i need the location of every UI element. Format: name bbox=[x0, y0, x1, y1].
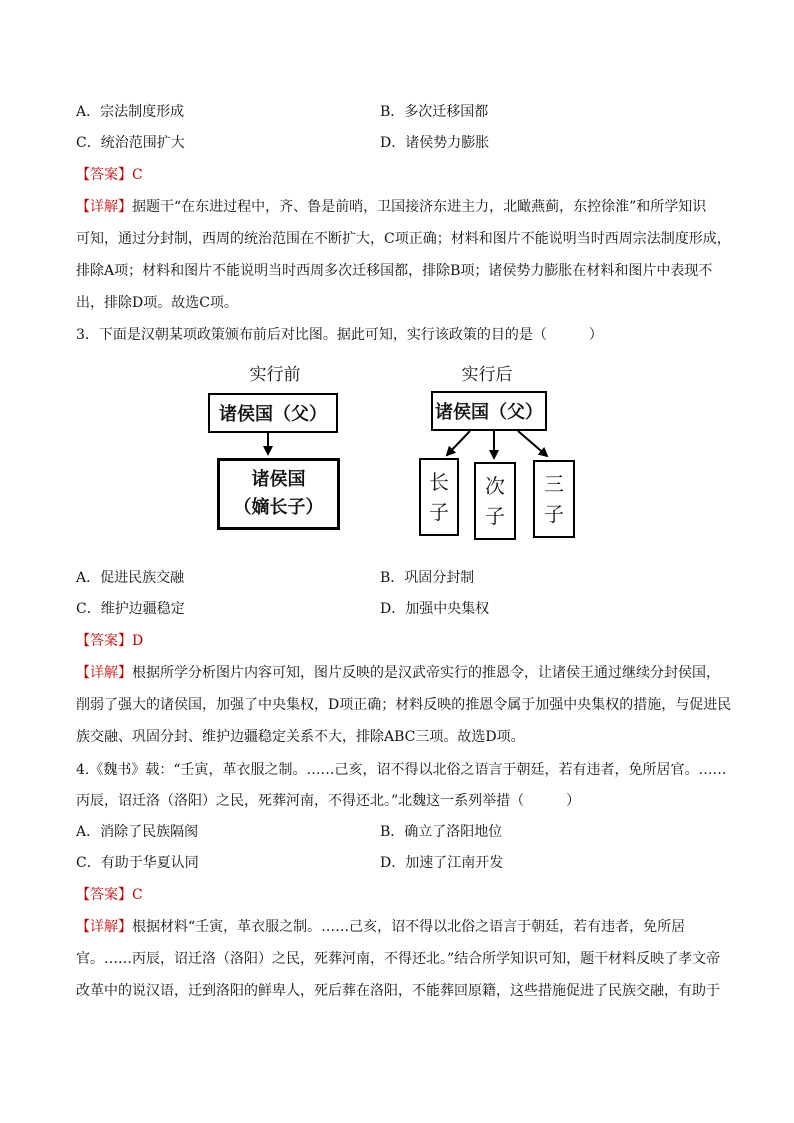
son-third-char-1: 三 bbox=[544, 472, 564, 496]
detail-tag: 【详解】 bbox=[76, 919, 132, 935]
detail-text: 根据材料“壬寅，革衣服之制。……己亥，诏不得以北俗之语言于朝廷，若有违者，免所居 bbox=[132, 919, 686, 935]
q3-answer bbox=[76, 631, 726, 651]
answer-tag: 【答案】 bbox=[76, 633, 132, 649]
q3-option-d: D．加强中央集权 bbox=[380, 601, 490, 617]
q4-detail-line-3: 改革中的说汉语，迁到洛阳的鲜卑人，死后葬在洛阳，不能葬回原籍，这些措施促进了民族交融，有助于 bbox=[76, 983, 720, 999]
q2-detail-line-2: 可知，通过分封制，西周的统治范围在不断扩大，C项正确；材料和图片不能说明当时西周宗法制度形成， bbox=[76, 231, 731, 247]
q3-stem: 3．下面是汉朝某项政策颁布前后对比图。据此可知，实行该政策的目的是（ ） bbox=[76, 327, 603, 343]
q2-option-d: D．诸侯势力膨胀 bbox=[380, 135, 490, 151]
q4-option-b: B．确立了洛阳地位 bbox=[380, 824, 503, 840]
q4-answer bbox=[76, 885, 726, 905]
q4-detail-line-2: 官。……丙辰，诏迁洛（洛阳）之民，死葬河南，不得还北。”结合所学知识可知，题干材料反映了孝文帝 bbox=[76, 951, 721, 967]
son-second-char-1: 次 bbox=[485, 474, 505, 498]
q3-detail-line-2: 削弱了强大的诸侯国，加强了中央集权，D项正确；材料反映的推恩令属于加强中央集权的措施，与促进民 bbox=[76, 697, 732, 713]
answer-value: C bbox=[132, 887, 143, 903]
son-eldest-char-1: 长 bbox=[429, 470, 449, 494]
q4-stem-line-1: 4.《魏书》载：“壬寅，革衣服之制。……己亥，诏不得以北俗之语言于朝廷，若有违者，免所居官。…… bbox=[76, 762, 727, 778]
son-eldest-char-2: 子 bbox=[429, 500, 449, 524]
q4-option-c: C．有助于华夏认同 bbox=[76, 855, 199, 871]
q3-option-b: B．巩固分封制 bbox=[380, 570, 475, 586]
q2-detail-line-4: 出，排除D项。故选C项。 bbox=[76, 295, 238, 311]
detail-tag: 【详解】 bbox=[76, 199, 132, 215]
answer-tag: 【答案】 bbox=[76, 887, 132, 903]
son-second-char-2: 子 bbox=[485, 504, 505, 528]
q2-option-c: C．统治范围扩大 bbox=[76, 135, 185, 151]
detail-text: 根据所学分析图片内容可知，图片反映的是汉武帝实行的推恩令，让诸侯王通过继续分封侯国， bbox=[132, 665, 720, 681]
q2-option-a: A．宗法制度形成 bbox=[76, 104, 185, 120]
q2-detail-line-3: 排除A项；材料和图片不能说明当时西周多次迁移国都，排除B项；诸侯势力膨胀在材料和图片中表现不 bbox=[76, 263, 713, 279]
q4-option-d: D．加速了江南开发 bbox=[380, 855, 504, 871]
q3-option-a: A．促进民族交融 bbox=[76, 570, 185, 586]
q3-detail-line-3: 族交融、巩固分封、维护边疆稳定关系不大，排除ABC三项。故选D项。 bbox=[76, 729, 525, 745]
before-heir-label-2: （嫡长子） bbox=[233, 497, 324, 518]
answer-value: C bbox=[132, 167, 143, 183]
q3-option-c: C．维护边疆稳定 bbox=[76, 601, 185, 617]
detail-text: 据题干“在东进过程中，齐、鲁是前哨，卫国接济东进主力，北瞰燕蓟，东控徐淮”和所学知识 bbox=[132, 199, 707, 215]
after-parent-label: 诸侯国（父） bbox=[435, 402, 543, 423]
answer-value: D bbox=[132, 633, 144, 649]
before-heir-label-1: 诸侯国 bbox=[251, 469, 306, 490]
detail-tag: 【详解】 bbox=[76, 665, 132, 681]
diagram-after-title: 实行后 bbox=[461, 365, 513, 385]
q3-detail-line-1 bbox=[76, 663, 726, 683]
after-arrow-third bbox=[518, 431, 547, 456]
after-arrow-eldest bbox=[447, 431, 470, 455]
q2-option-b: B．多次迁移国都 bbox=[380, 104, 489, 120]
answer-tag: 【答案】 bbox=[76, 167, 132, 183]
q4-option-a: A．消除了民族隔阂 bbox=[76, 824, 199, 840]
diagram-before-title: 实行前 bbox=[249, 365, 301, 385]
q4-stem-line-2: 丙辰，诏迁洛（洛阳）之民，死葬河南，不得还北。”北魏这一系列举措（ ） bbox=[76, 793, 581, 809]
q4-detail-line-1 bbox=[76, 917, 726, 937]
son-third-char-2: 子 bbox=[544, 502, 564, 526]
before-parent-label: 诸侯国（父） bbox=[219, 404, 327, 425]
